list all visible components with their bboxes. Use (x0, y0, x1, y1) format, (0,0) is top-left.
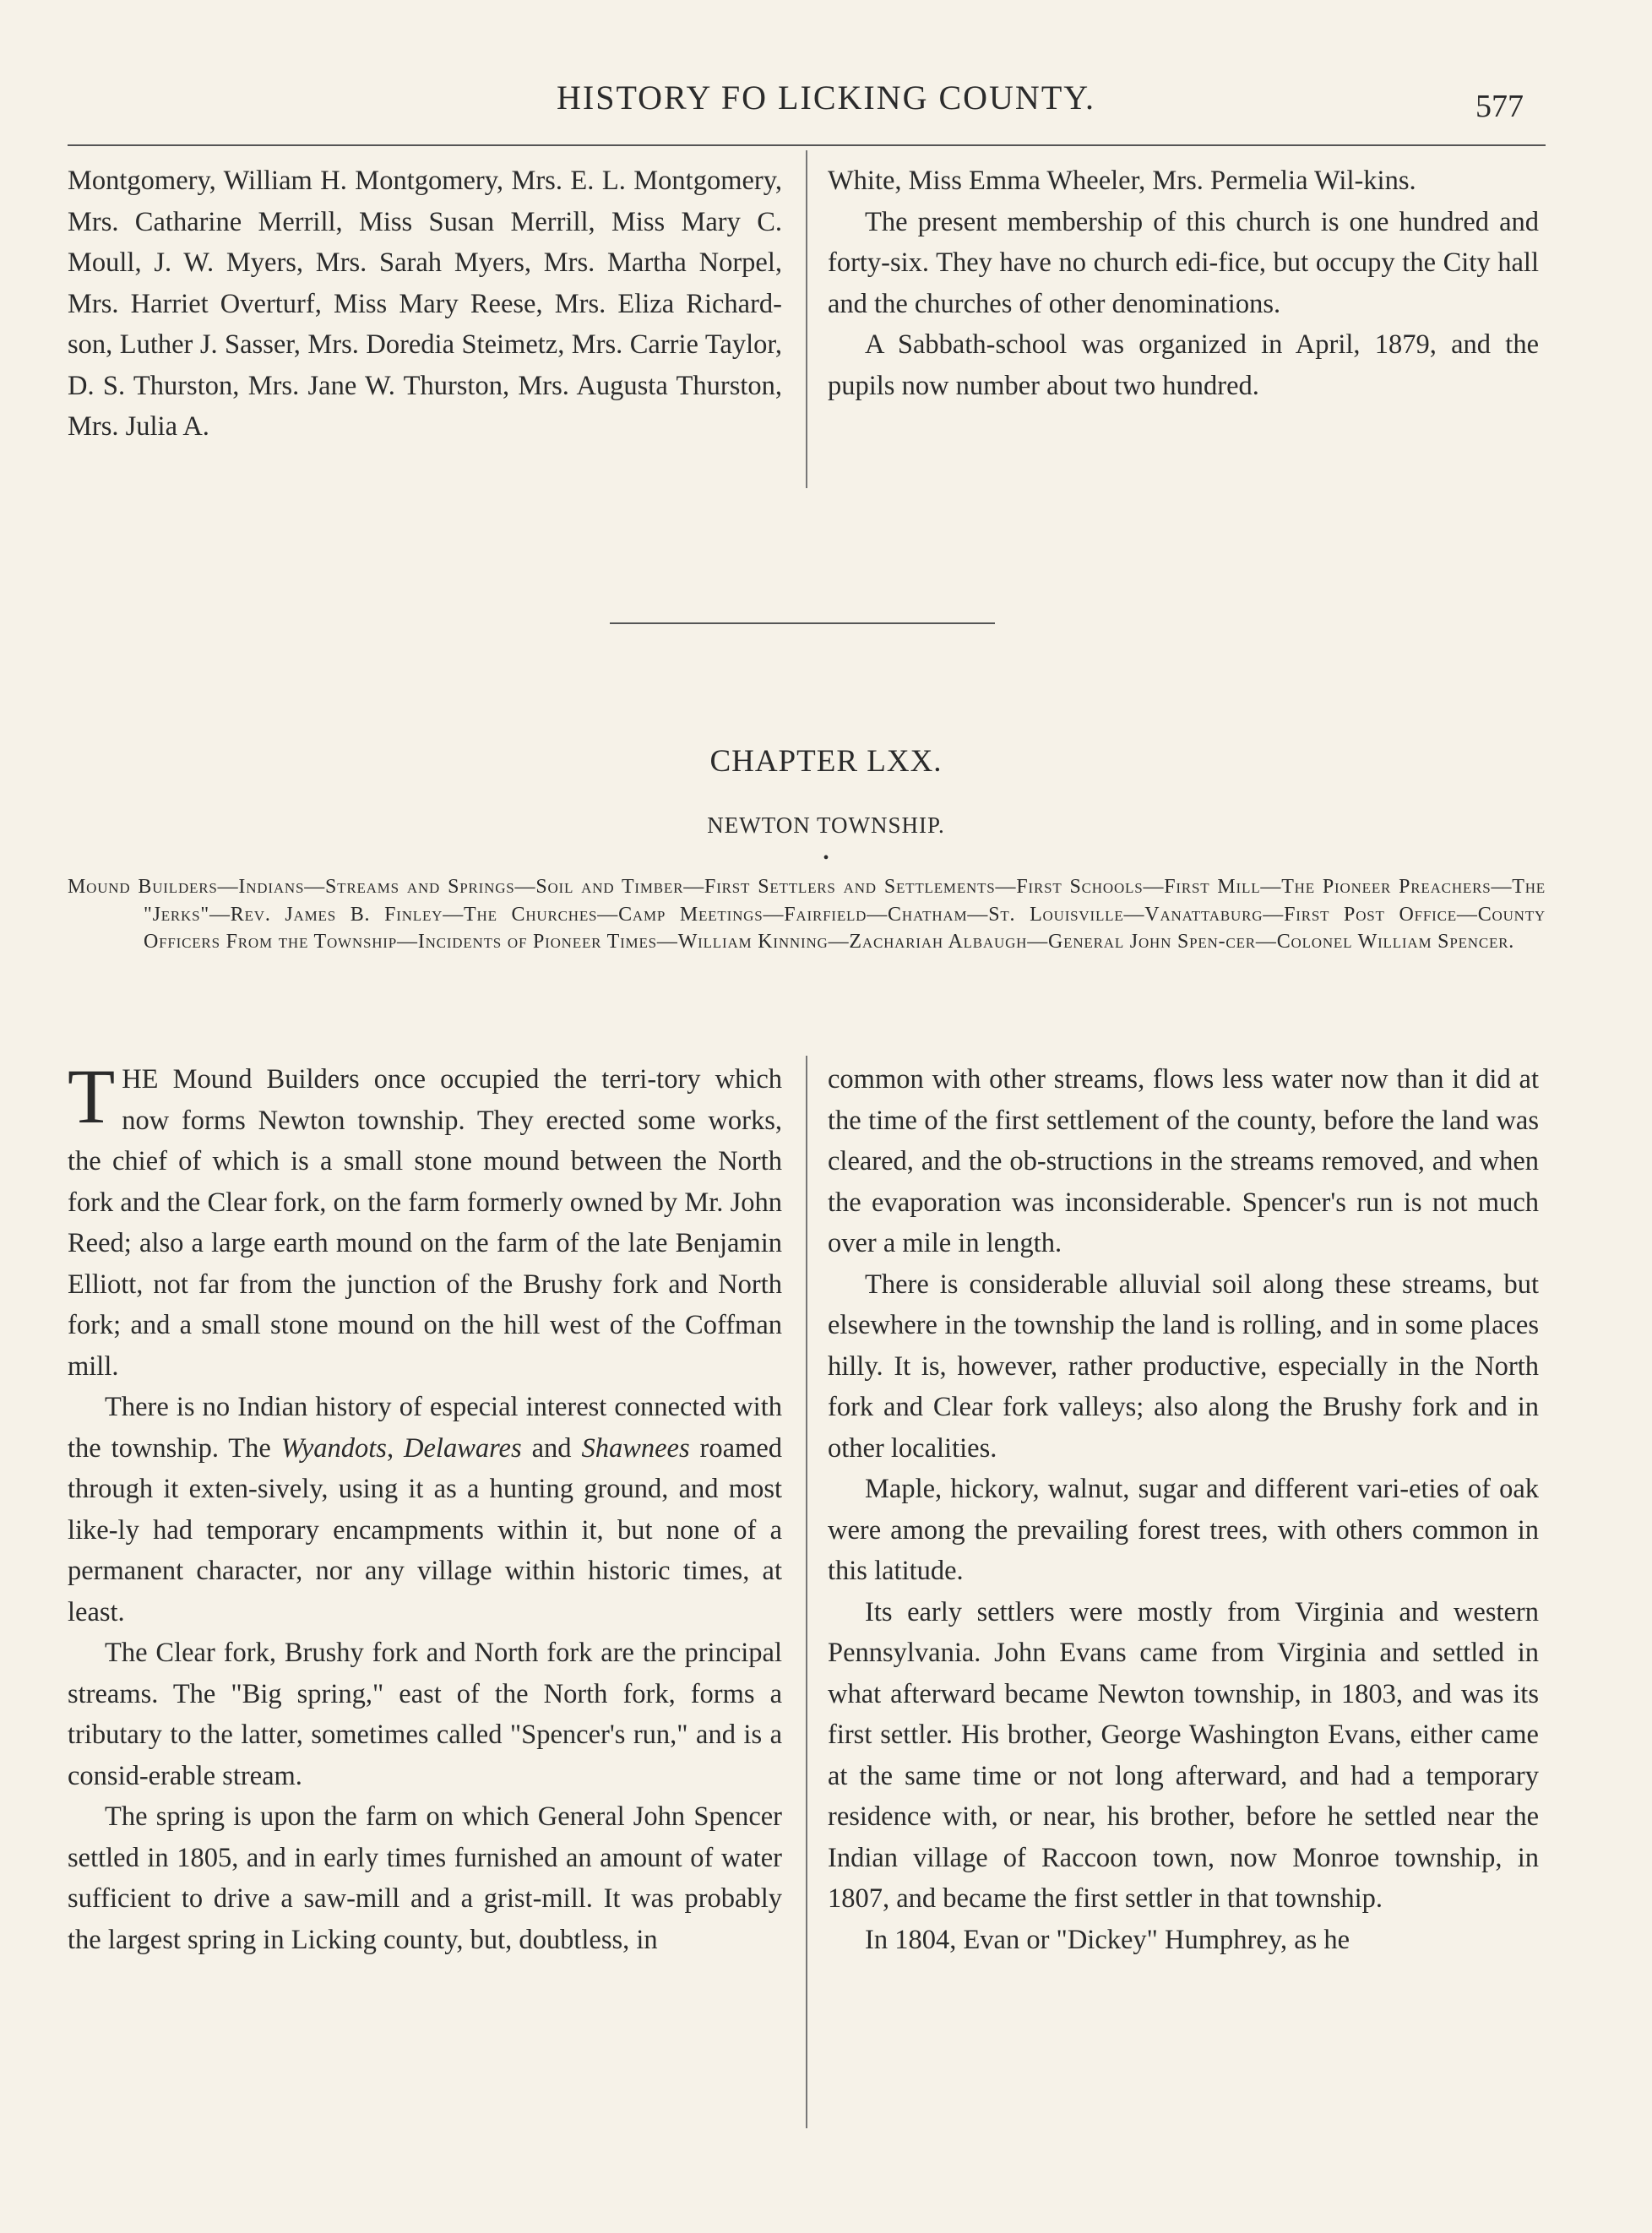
chapter-title: CHAPTER LXX. (709, 744, 943, 779)
body-right-column (828, 1059, 1539, 1960)
early-settlers-paragraph: Its early settlers were mostly from Virginia and western Pennsylvania. John Evans came from Virginia and settled in what afterward became Newton township, in 1803, and was its first settler. His brother, George Washington Evans, either came at the same time or not long afterward, and had a temporary residence with, or near, his brother, before he settled near the Indian village of Raccoon town, now Monroe township, in 1807, and became the first settler in that township. (828, 1596, 1539, 1914)
body-left-column (68, 1053, 783, 1960)
top-left-column (68, 160, 782, 448)
chapter-summary (68, 873, 1546, 956)
chapter-bullet: • (823, 849, 829, 867)
column-divider-bottom (806, 1056, 807, 2128)
header-rule (68, 144, 1546, 146)
mound-builders-text: HE Mound Builders once occupied the terri-tory which now forms Newton township. They erected some works, the chief of which is a small stone mound between the North fork and the Clear fork, on the farm formerly owned by Mr. John Reed; also a large earth mound on the farm of the late Benjamin Elliott, not far from the junction of the Brushy fork and North fork; and a small stone mound on the hill west of the Coffman mill. (68, 1064, 782, 1382)
chapter-subtitle: NEWTON TOWNSHIP. (707, 812, 945, 838)
top-right-column (828, 160, 1539, 406)
soil-paragraph: There is considerable alluvial soil along these streams, but elsewhere in the township the land is rolling, and in some places hilly. It is, however, rather productive, especially in the North fork and Clear fork valleys; also along the Brushy fork and in other localities. (828, 1269, 1539, 1464)
indian-history-text-a: There is no Indian history of especial interest connected with the township. The (68, 1392, 782, 1464)
mound-builders-paragraph (68, 1053, 782, 1387)
indian-history-paragraph (68, 1387, 782, 1633)
streams-continued-paragraph: common with other streams, flows less water now than it did at the time of the first settlement of the county, before the land was cleared, and the ob-structions in the streams removed, and when the evaporation was inconsiderable. Spencer's run is not much over a mile in length. (828, 1064, 1539, 1258)
humphrey-paragraph: In 1804, Evan or "Dickey" Humphrey, as he (865, 1924, 1350, 1955)
section-rule (610, 622, 995, 624)
page-number: 577 (1475, 89, 1524, 124)
indian-history-text-c: and (521, 1432, 582, 1464)
indian-history-text-d: roamed through it exten-sively, using it as a hunting ground, and most like-ly had temporary encampments within it, but none of a permanent character, nor any village within historic times, at least. (68, 1432, 783, 1627)
spring-paragraph: The spring is upon the farm on which General John Spencer settled in 1805, and in early times furnished an amount of water sufficient to drive a saw-mill and a grist-mill. It was probably the largest spring in Licking county, but, doubtless, in (68, 1801, 782, 1955)
column-divider-top (806, 150, 807, 488)
running-head: HISTORY FO LICKING COUNTY. (557, 79, 1095, 117)
streams-paragraph: The Clear fork, Brushy fork and North fork are the principal streams. The "Big spring," east of the North fork, forms a tributary to the latter, sometimes called "Spencer's run," and is a consid-erable stream. (68, 1638, 782, 1791)
member-list-end: White, Miss Emma Wheeler, Mrs. Permelia Wil-kins. (828, 166, 1416, 196)
tribe-shawnees: Shawnees (581, 1432, 690, 1464)
timber-paragraph: Maple, hickory, walnut, sugar and different vari-eties of oak were among the prevailing forest trees, with others common in this latitude. (828, 1474, 1539, 1586)
member-list-continued: Montgomery, William H. Montgomery, Mrs. E. L. Montgomery, Mrs. Catharine Merrill, Miss Susan Merrill, Miss Mary C. Moull, J. W. Myers, Mrs. Sarah Myers, Mrs. Martha Norpel, Mrs. Harriet Overturf, Miss Mary Reese, Mrs. Eliza Richard-son, Luther J. Sasser, Mrs. Doredia Steimetz, Mrs. Carrie Taylor, D. S. Thurston, Mrs. Jane W. Thurston, Mrs. Augusta Thurston, Mrs. Julia A. (68, 166, 782, 442)
sabbath-school-paragraph: A Sabbath-school was organized in April, 1879, and the pupils now number about two hundred. (828, 329, 1539, 401)
chapter-summary-text: Mound Builders—Indians—Streams and Springs—Soil and Timber—First Settlers and Settlements—First Schools—First Mill—The Pioneer Preachers—The "Jerks"—Rev. James B. Finley—The Churches—Camp Meetings—Fairfield—Chatham—St. Louisville—Vanattaburg—First Post Office—County Officers From the Township—Incidents of Pioneer Times—William Kinning—Zachariah Albaugh—General John Spen-cer—Colonel William Spencer. (68, 876, 1546, 953)
tribe-delawares: Delawares (404, 1432, 522, 1464)
membership-paragraph: The present membership of this church is one hundred and forty-six. They have no church edi-fice, but occupy the City hall and the churches of other denominations. (828, 206, 1539, 319)
indian-history-text-b: , (386, 1432, 405, 1464)
tribe-wyandots: Wyandots (280, 1432, 387, 1464)
drop-cap: T (68, 1053, 116, 1139)
